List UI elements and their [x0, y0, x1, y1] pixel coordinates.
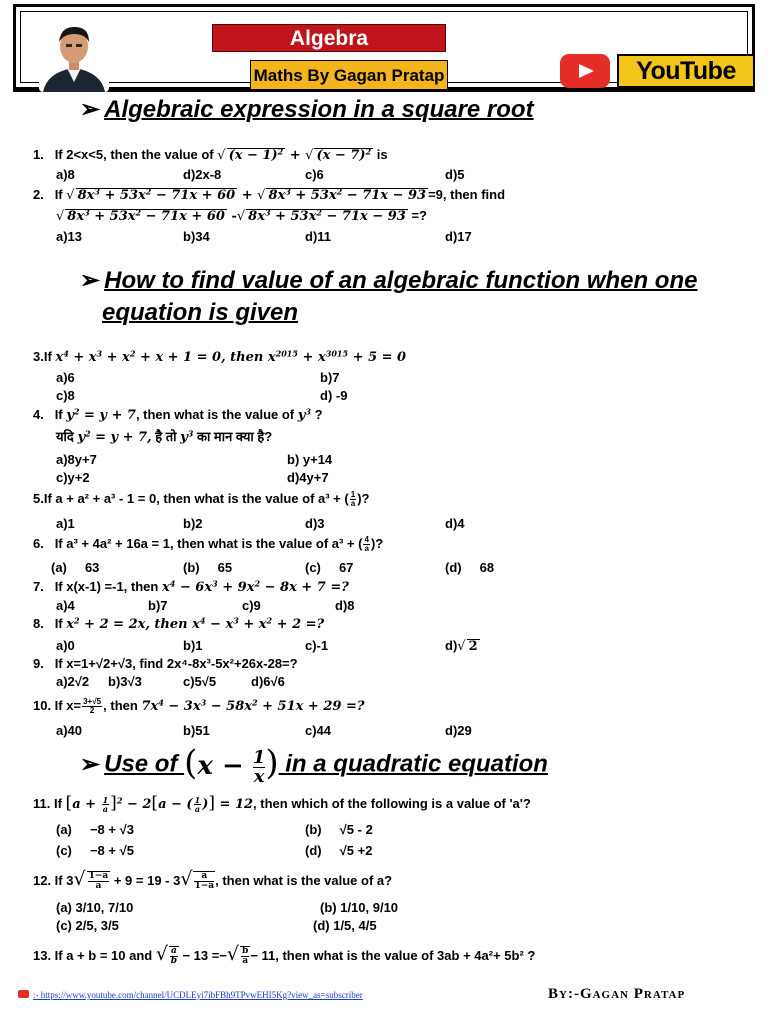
question-8: 8. If $x^2 + 2 = 2x$, then $x^4 - x^3 + x^2 + 2$ =? [33, 615, 325, 632]
section-heading-x-minus-1-over-x: ➢ Use of (x − $\frac{1}{x}$ ) in a quadratic equation [80, 743, 548, 787]
q5-option-b: b)2 [183, 516, 203, 531]
question-4: 4. If $y^2 = y + 7$, then what is the value of $y^3$ ? [33, 406, 323, 423]
q5-option-a: a)1 [56, 516, 75, 531]
q12-option-d: (d) 1/5, 4/5 [313, 918, 377, 933]
q7-option-c: c)9 [242, 598, 261, 613]
q4-option-c: c)y+2 [56, 470, 90, 485]
arrow-bullet-icon: ➢ [80, 267, 101, 294]
q2-option-c: d)11 [305, 229, 332, 244]
q2-option-a: a)13 [56, 229, 83, 244]
q7-option-d: d)8 [335, 598, 355, 613]
section-heading-square-root: ➢ Algebraic expression in a square root [80, 94, 534, 126]
section-heading-algebraic-function: ➢ How to find value of an algebraic function when one [80, 265, 697, 297]
q7-option-a: a)4 [56, 598, 75, 613]
question-13: 13. If a + b = 10 and √ $\frac{a}{b}$ − 13 =−√ $\frac{b}{a}$ − 11, then what is the value of 3ab + 4a²+ 5b² ? [33, 943, 536, 966]
youtube-footer-icon [18, 990, 29, 998]
question-6: 6. If a³ + 4a² + 16a = 1, then what is the value of a³ + ( $\frac{4}{a}$ )? [33, 535, 384, 554]
q6-option-d: (d) 68 [445, 560, 495, 575]
q9-option-c: c)5√5 [183, 674, 217, 689]
q8-option-a: a)0 [56, 638, 75, 653]
q10-option-d: d)29 [445, 723, 472, 738]
author-photo [39, 18, 109, 92]
question-4-hindi: यदि $y^2 = y + 7$, है तो $y^3$ का मान क्या है? [56, 428, 273, 445]
q6-option-b: (b) 65 [183, 560, 233, 575]
q4-option-a: a)8y+7 [56, 452, 97, 467]
q11-option-b: (b) √5 - 2 [305, 822, 373, 837]
question-12: 12. If 3√ $\frac{1-a}{a}$ + 9 = 19 - 3√ $\frac{a}{1-a}$ , then what is the value of a? [33, 868, 393, 891]
question-1: 1. If 2<x<5, then the value of √ $(x - 1)^2$ + √ $(x - 7)^2$ is [33, 146, 388, 163]
q1-option-c: c)6 [305, 167, 324, 182]
q11-option-a: (a) −8 + √3 [56, 822, 134, 837]
q1-option-a: a)8 [56, 167, 75, 182]
q5-option-d: d)4 [445, 516, 465, 531]
q6-option-c: (c) 67 [305, 560, 354, 575]
q5-option-c: d)3 [305, 516, 325, 531]
author-credit: By:-Gagan Pratap [548, 986, 686, 1002]
header-banner [13, 4, 755, 92]
arrow-bullet-icon: ➢ [80, 750, 101, 778]
q9-option-d: d)6√6 [251, 674, 285, 689]
q8-option-b: b)1 [183, 638, 203, 653]
q8-option-c: c)-1 [305, 638, 329, 653]
question-2-line-2: √ $8x^3 + 53x^2 - 71x + 60$ -√ $8x^3 + 53x^2 - 71x - 93$ =? [56, 207, 427, 224]
q8-option-d: d)√ 2 [445, 638, 478, 654]
q1-option-d: d)5 [445, 167, 465, 182]
header-inner-frame [20, 11, 748, 83]
q2-option-b: b)34 [183, 229, 210, 244]
q7-option-b: b)7 [148, 598, 168, 613]
question-3: 3.If $x^4 + x^3 + x^2 + x + 1 = 0$, then $x^{2015} + x^{3015} + 5 = 0$ [33, 348, 407, 365]
q12-option-a: (a) 3/10, 7/10 [56, 900, 134, 915]
q3-option-b: b)7 [320, 370, 340, 385]
q2-option-d: d)17 [445, 229, 472, 244]
youtube-channel-link[interactable]: :- https://www.youtube.com/channel/UCDLEyi7ibFBh9TPvwEHI5Kg?view_as=subscriber [33, 990, 363, 1000]
q10-option-b: b)51 [183, 723, 210, 738]
youtube-label[interactable]: YouTube [617, 54, 755, 88]
q3-option-c: c)8 [56, 388, 75, 403]
q12-option-b: (b) 1/10, 9/10 [320, 900, 399, 915]
q9-option-a: a)2√2 [56, 674, 90, 689]
q10-option-c: c)44 [305, 723, 332, 738]
arrow-bullet-icon: ➢ [80, 96, 101, 123]
q10-option-a: a)40 [56, 723, 83, 738]
youtube-play-icon[interactable] [560, 54, 610, 88]
question-9: 9. If x=1+√2+√3, find 2x⁴-8x³-5x²+26x-28=? [33, 656, 298, 671]
q3-option-a: a)6 [56, 370, 75, 385]
title-banner: Algebra [212, 24, 446, 52]
question-7: 7. If x(x-1) =-1, then $x^4 - 6x^3 + 9x^2 - 8x + 7$ =? [33, 578, 349, 595]
q4-option-d: d)4y+7 [287, 470, 329, 485]
q3-option-d: d) -9 [320, 388, 348, 403]
q11-option-c: (c) −8 + √5 [56, 843, 134, 858]
q9-option-b: b)3√3 [108, 674, 142, 689]
author-banner: Maths By Gagan Pratap [250, 60, 448, 90]
question-11: 11. If [a + $\frac{1}{a}$ ]$^2$ − 2[a − ( $\frac{1}{a}$ )] = 12, then which of the following is a value of 'a'? [33, 793, 531, 814]
q11-option-d: (d) √5 +2 [305, 843, 373, 858]
q6-option-a: (a) 63 [51, 560, 100, 575]
question-5: 5.If a + a² + a³ - 1 = 0, then what is the value of a³ + ( $\frac{1}{a}$ )? [33, 490, 370, 509]
q1-option-b: d)2x-8 [183, 167, 222, 182]
section-heading-algebraic-function-line-2: equation is given [102, 299, 299, 326]
q12-option-c: (c) 2/5, 3/5 [56, 918, 119, 933]
question-2-line-1: 2. If √ $8x^3 + 53x^2 - 71x + 60$ + √ $8x^3 + 53x^2 - 71x - 93 =9$, then find [33, 186, 506, 203]
q4-option-b: b) y+14 [287, 452, 333, 467]
question-10: 10. If x= $\frac{3+√5}{2}$ , then $7x^4 - 3x^3 - 58x^2 + 51x + 29$ =? [33, 697, 365, 716]
